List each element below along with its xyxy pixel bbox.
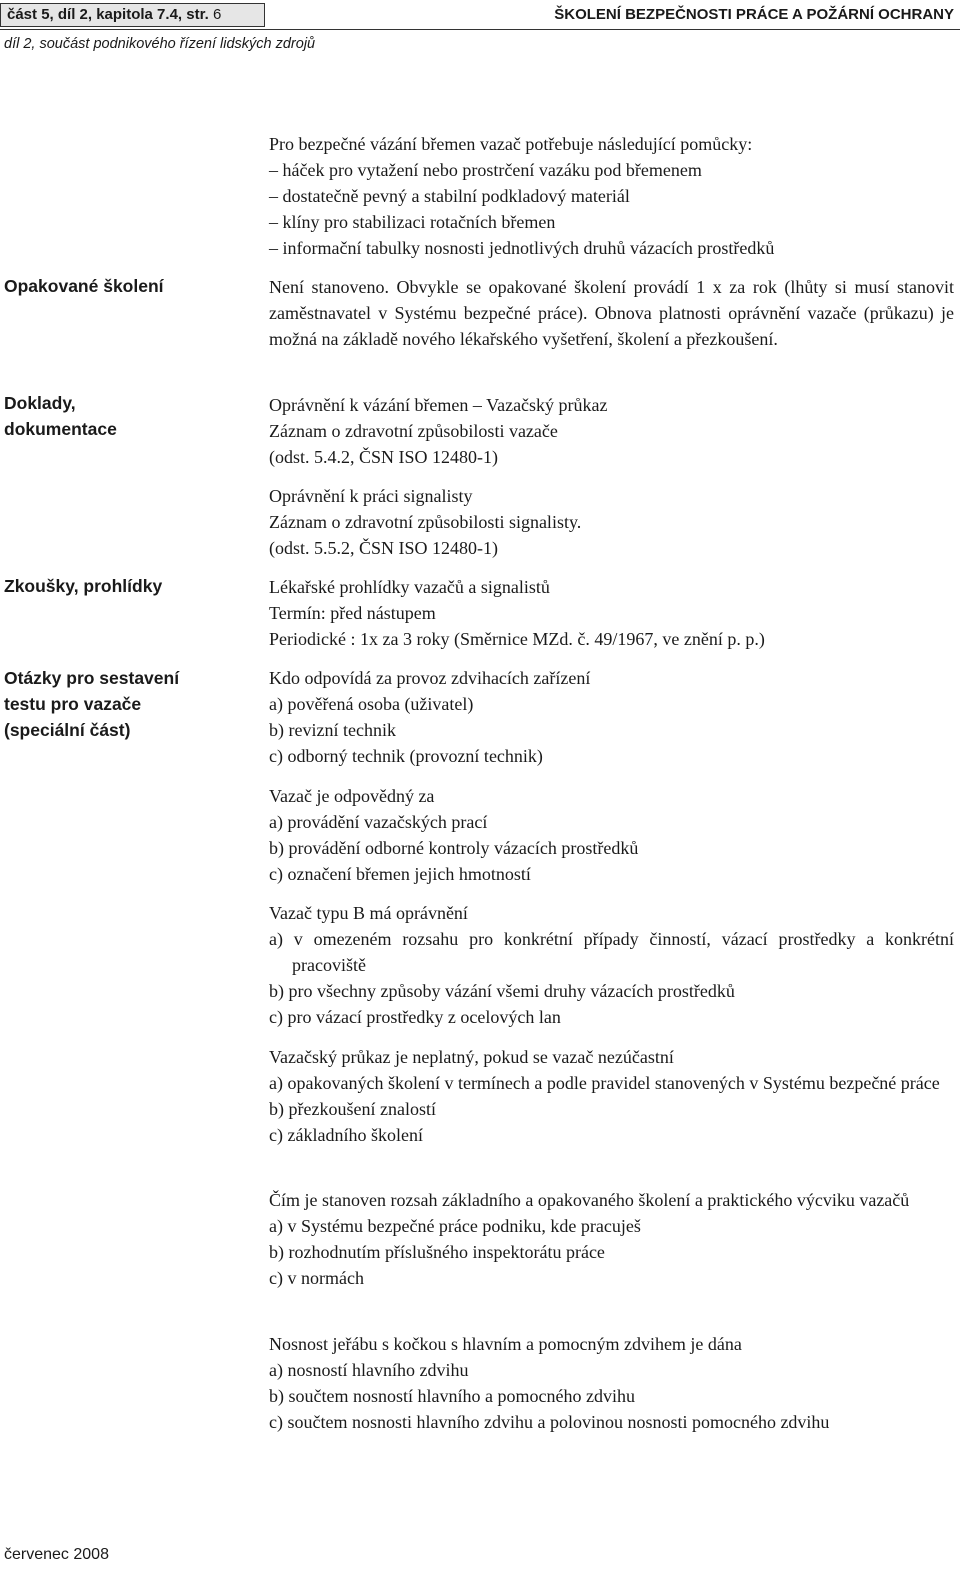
- heading-doklady: Doklady, dokumentace: [4, 393, 117, 439]
- question-text: Vazač typu B má oprávnění: [269, 903, 468, 923]
- prohlidky-block: [269, 574, 954, 652]
- text-line: Lékařské prohlídky vazačů a signalistů: [269, 577, 550, 597]
- doklady-signalista-block: [269, 483, 954, 561]
- text-line: Oprávnění k práci signalisty: [269, 486, 473, 506]
- text-line: (odst. 5.4.2, ČSN ISO 12480-1): [269, 447, 499, 467]
- answer-a: a) v omezeném rozsahu pro konkrétní případy činností, vázací prostředky a konkrétní pracoviště: [269, 929, 954, 975]
- question-5: [269, 1187, 954, 1291]
- answer-a: a) provádění vazačských prací: [269, 812, 488, 832]
- answer-c: c) základního školení: [269, 1125, 423, 1145]
- footer-date: červenec 2008: [4, 1546, 109, 1563]
- section-locator-text: část 5, díl 2, kapitola 7.4, str.: [7, 6, 209, 23]
- answer-a: a) v Systému bezpečné práce podniku, kde pracuješ: [269, 1216, 641, 1236]
- pomucky-block: [269, 131, 954, 261]
- text-line: Záznam o zdravotní způsobilosti vazače: [269, 421, 558, 441]
- question-text: Kdo odpovídá za provoz zdvihacích zařízení: [269, 668, 591, 688]
- answer-c: c) pro vázací prostředky z ocelových lan: [269, 1007, 561, 1027]
- answer-b: b) rozhodnutím příslušného inspektorátu práce: [269, 1242, 605, 1262]
- header-rule: [0, 29, 960, 30]
- text-line: Oprávnění k vázání břemen – Vazačský průkaz: [269, 395, 608, 415]
- document-title: ŠKOLENÍ BEZPEČNOSTI PRÁCE A POŽÁRNÍ OCHRANY: [554, 6, 954, 23]
- opakovane-skoleni-block: [269, 274, 954, 352]
- paragraph: Není stanoveno. Obvykle se opakované školení provádí 1 x za rok (lhůty si musí stanovit zaměstnavatel v Systému bezpečné práce). Obnova platnosti oprávnění vazače (průkazu) je možná na základě nového lékařského vyšetření, školení a přezkoušení.: [269, 277, 954, 349]
- question-text: Nosnost jeřábu s kočkou s hlavním a pomocným zdvihem je dána: [269, 1334, 742, 1354]
- doklady-vazac-block: [269, 392, 954, 470]
- answer-c: c) odborný technik (provozní technik): [269, 746, 543, 766]
- answer-c: c) označení břemen jejich hmotností: [269, 864, 531, 884]
- text-line: (odst. 5.5.2, ČSN ISO 12480-1): [269, 538, 499, 558]
- list-item: – informační tabulky nosnosti jednotlivých druhů vázacích prostředků: [269, 238, 775, 258]
- text-line: Pro bezpečné vázání břemen vazač potřebuje následující pomůcky:: [269, 134, 753, 154]
- list-item: – háček pro vytažení nebo prostrčení vazáku pod břemenem: [269, 160, 702, 180]
- answer-c: c) v normách: [269, 1268, 364, 1288]
- answer-b: b) přezkoušení znalostí: [269, 1099, 436, 1119]
- answer-b: b) revizní technik: [269, 720, 396, 740]
- question-6: [269, 1331, 954, 1435]
- section-locator-page: 6: [212, 6, 222, 23]
- answer-a: a) pověřená osoba (uživatel): [269, 694, 474, 714]
- list-item: – klíny pro stabilizaci rotačních břemen: [269, 212, 556, 232]
- text-line: Periodické : 1x za 3 roky (Směrnice MZd. č. 49/1967, ve znění p. p.): [269, 629, 765, 649]
- list-item: – dostatečně pevný a stabilní podkladový materiál: [269, 186, 630, 206]
- question-1: [269, 665, 954, 769]
- answer-a: a) opakovaných školení v termínech a podle pravidel stanovených v Systému bezpečné práce: [269, 1073, 940, 1093]
- question-2: [269, 783, 954, 887]
- question-4: [269, 1044, 954, 1148]
- question-text: Čím je stanoven rozsah základního a opakovaného školení a praktického výcviku vazačů: [269, 1190, 910, 1210]
- question-3: [269, 900, 954, 1030]
- text-line: Termín: před nástupem: [269, 603, 436, 623]
- answer-c: c) součtem nosnosti hlavního zdvihu a polovinou nosnosti pomocného zdvihu: [269, 1412, 830, 1432]
- answer-b: b) součtem nosností hlavního a pomocného zdvihu: [269, 1386, 635, 1406]
- document-subtitle: díl 2, součást podnikového řízení lidských zdrojů: [4, 36, 316, 52]
- heading-opakovane-skoleni: Opakované školení: [4, 276, 164, 296]
- answer-a: a) nosností hlavního zdvihu: [269, 1360, 469, 1380]
- answer-b: b) provádění odborné kontroly vázacích prostředků: [269, 838, 639, 858]
- section-locator: [0, 3, 265, 27]
- question-text: Vazačský průkaz je neplatný, pokud se vazač nezúčastní: [269, 1047, 674, 1067]
- text-line: Záznam o zdravotní způsobilosti signalisty.: [269, 512, 582, 532]
- heading-zkousky: Zkoušky, prohlídky: [4, 576, 163, 596]
- question-text: Vazač je odpovědný za: [269, 786, 435, 806]
- heading-otazky: Otázky pro sestavení testu pro vazače (speciální část): [4, 668, 180, 740]
- answer-b: b) pro všechny způsoby vázání všemi druhy vázacích prostředků: [269, 981, 735, 1001]
